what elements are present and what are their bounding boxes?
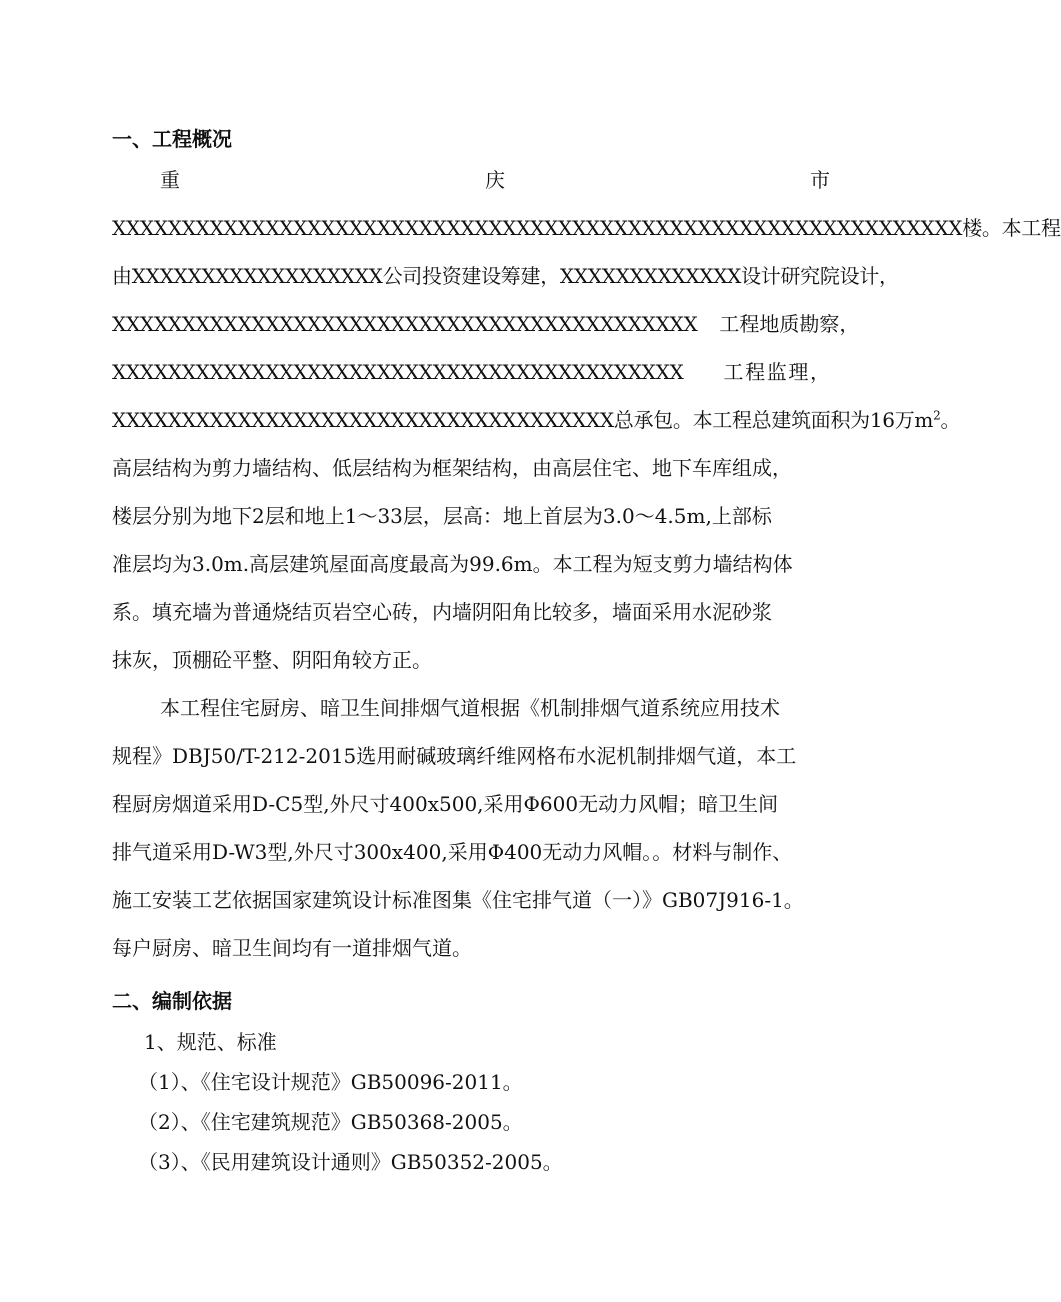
city-char: 市: [810, 168, 830, 192]
paragraph-2-line-5: 施工安装工艺依据国家建筑设计标准图集《住宅排气道（一）》GB07J916-1。: [112, 888, 804, 912]
city-char: 庆: [485, 168, 505, 192]
standard-item: （2）、《住宅建筑规范》GB50368-2005。: [138, 1110, 523, 1134]
paragraph-1-line-7: 高层结构为剪力墙结构、低层结构为框架结构，由高层住宅、地下车库组成，: [112, 456, 792, 480]
word-char: 工: [719, 312, 740, 336]
paragraph-2-line-2: 规程》DBJ50/T-212-2015选用耐碱玻璃纤维网格布水泥机制排烟气道，本工: [112, 744, 797, 768]
section-2-title: 二、编制依据: [112, 989, 232, 1013]
section-1-title: 一、工程概况: [112, 127, 232, 151]
line-6-text: XXXXXXXXXXXXXXXXXXXXXXXXXXXXXXXXXXXX总承包。本工程总建筑面积为16万m: [112, 408, 934, 432]
word-char: 程: [745, 360, 766, 384]
masked-company: XXXXXXXXXXXXXXXXXXXXXXXXXXXXXXXXXXXXXXXXXX: [112, 312, 698, 336]
standard-item: （1）、《住宅设计规范》GB50096-2011。: [138, 1070, 523, 1094]
word-char: 理: [788, 360, 809, 384]
word-char: 工: [723, 360, 744, 384]
section-2-subtitle: 1、规范、标准: [144, 1030, 277, 1054]
paragraph-2-line-3: 程厨房烟道采用D-C5型,外尺寸400x500,采用Φ600无动力风帽；暗卫生间: [112, 792, 779, 816]
line-6-end: 。: [940, 408, 961, 432]
paragraph-1-line-11: 抹灰，顶棚砼平整、阴阳角较方正。: [112, 648, 432, 672]
city-char: 重: [160, 168, 180, 192]
paragraph-2-line-4: 排气道采用D-W3型,外尺寸300x400,采用Φ400无动力风帽。。材料与制作、: [112, 840, 793, 864]
word-char: ，: [839, 312, 860, 336]
paragraph-1-line-1: [160, 168, 830, 192]
survey-words: [697, 312, 859, 336]
paragraph-1-line-5: [112, 360, 830, 384]
paragraph-2-line-6: 每户厨房、暗卫生间均有一道排烟气道。: [112, 936, 472, 960]
paragraph-1-line-2: XXXXXXXXXXXXXXXXXXXXXXXXXXXXXXXXXXXXXXXXXXXXXXXXXXXXXXXXXXXXX楼。本工程: [112, 216, 1061, 240]
paragraph-1-line-10: 系。填充墙为普通烧结页岩空心砖，内墙阴阳角比较多，墙面采用水泥砂浆: [112, 600, 772, 624]
superscript: 2: [933, 408, 941, 423]
standard-item: （3）、《民用建筑设计通则》GB50352-2005。: [138, 1150, 563, 1174]
word-char: 地: [759, 312, 780, 336]
word-char: 质: [779, 312, 800, 336]
word-char: ，: [809, 360, 830, 384]
word-char: 察: [819, 312, 840, 336]
masked-company: XXXXXXXXXXXXXXXXXXXXXXXXXXXXXXXXXXXXXXXXX: [112, 360, 684, 384]
supervision-words: [683, 360, 830, 384]
word-char: 程: [739, 312, 760, 336]
word-char: 勘: [799, 312, 820, 336]
paragraph-1-line-8: 楼层分别为地下2层和地上1～33层，层高：地上首层为3.0～4.5m,上部标: [112, 504, 772, 528]
paragraph-1-line-3: 由XXXXXXXXXXXXXXXXXX公司投资建设筹建，XXXXXXXXXXXXX设计研究院设计，: [112, 264, 899, 288]
word-char: 监: [766, 360, 787, 384]
paragraph-2-line-1: 本工程住宅厨房、暗卫生间排烟气道根据《机制排烟气道系统应用技术: [160, 696, 780, 720]
paragraph-1-line-9: 准层均为3.0m.高层建筑屋面高度最高为99.6m。本工程为短支剪力墙结构体: [112, 552, 793, 576]
paragraph-1-line-6: [112, 408, 961, 432]
paragraph-1-line-4: [112, 312, 860, 336]
